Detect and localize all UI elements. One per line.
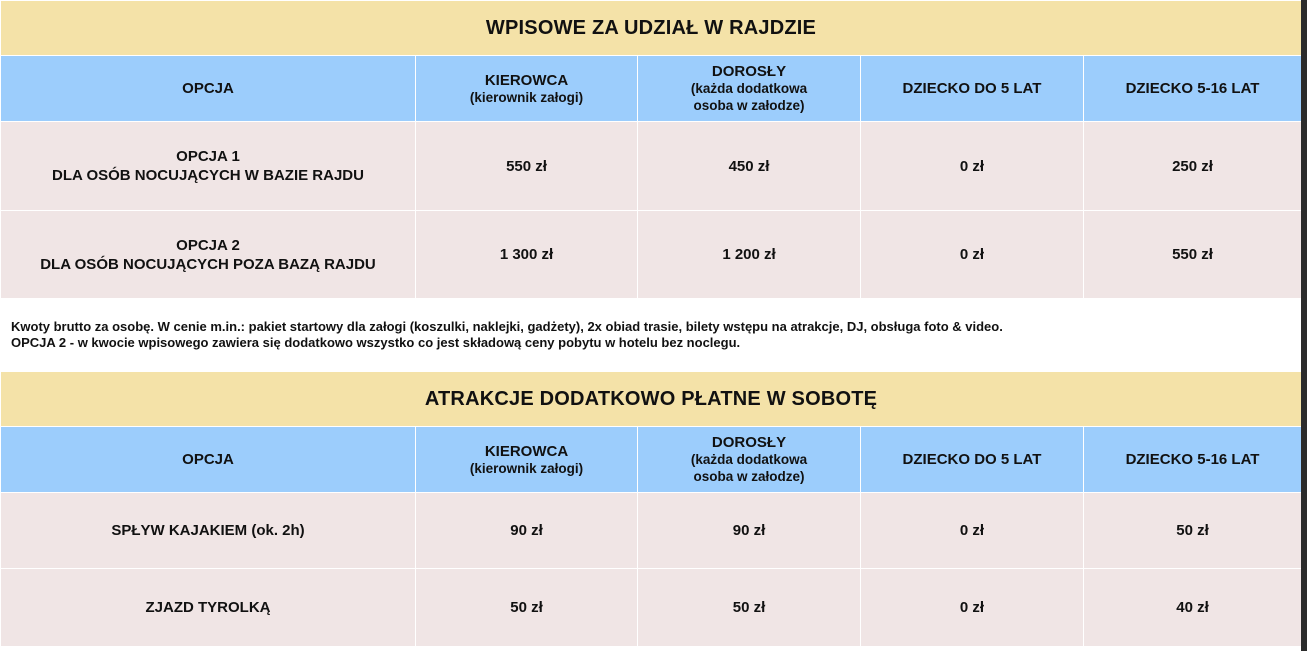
header-dorosly-sub2: osoba w załodze) bbox=[693, 98, 805, 113]
header-kierowca bbox=[416, 427, 638, 493]
price-kierowca: 50 zł bbox=[416, 569, 638, 647]
price-dziecko-5-16: 250 zł bbox=[1084, 122, 1302, 211]
header-kierowca bbox=[416, 56, 638, 122]
header-opcja: OPCJA bbox=[1, 427, 416, 493]
row-label-line2: DLA OSÓB NOCUJĄCYCH POZA BAZĄ RAJDU bbox=[40, 255, 376, 273]
row-label: SPŁYW KAJAKIEM (ok. 2h) bbox=[1, 493, 416, 569]
header-kierowca-sub: (kierownik załogi) bbox=[469, 460, 584, 476]
row-label-line2: DLA OSÓB NOCUJĄCYCH W BAZIE RAJDU bbox=[52, 167, 364, 184]
row-label-line1: OPCJA 2 bbox=[176, 236, 240, 254]
price-dziecko-5-16: 40 zł bbox=[1084, 569, 1302, 647]
price-kierowca: 1 300 zł bbox=[416, 211, 638, 299]
price-dorosly: 90 zł bbox=[638, 493, 861, 569]
header-dorosly-sub1: (każda dodatkowa bbox=[690, 452, 808, 467]
header-dorosly bbox=[638, 427, 861, 493]
price-dziecko-do-5: 0 zł bbox=[861, 122, 1084, 211]
price-dorosly: 450 zł bbox=[638, 122, 861, 211]
table-row bbox=[1, 122, 1302, 211]
header-dziecko-do-5: DZIECKO DO 5 LAT bbox=[861, 56, 1084, 122]
price-dziecko-do-5: 0 zł bbox=[861, 211, 1084, 299]
section-title-fee: WPISOWE ZA UDZIAŁ W RAJDZIE bbox=[1, 1, 1302, 56]
price-dziecko-5-16: 550 zł bbox=[1084, 211, 1302, 299]
header-dorosly-sub1: (każda dodatkowa bbox=[690, 81, 808, 96]
price-kierowca: 90 zł bbox=[416, 493, 638, 569]
row-label bbox=[1, 211, 416, 299]
header-dziecko-5-16: DZIECKO 5-16 LAT bbox=[1084, 56, 1302, 122]
row-label bbox=[1, 122, 416, 211]
table-row bbox=[1, 211, 1302, 299]
price-dorosly: 50 zł bbox=[638, 569, 861, 647]
fee-note bbox=[1, 299, 1302, 372]
price-dziecko-5-16: 50 zł bbox=[1084, 493, 1302, 569]
header-dziecko-5-16: DZIECKO 5-16 LAT bbox=[1084, 427, 1302, 493]
fee-note-line2: OPCJA 2 - w kwocie wpisowego zawiera się dodatkowo wszystko co jest składową ceny pobytu w hotelu bez noclegu. bbox=[11, 335, 741, 350]
row-label-line1: OPCJA 1 bbox=[176, 148, 240, 165]
price-dziecko-do-5: 0 zł bbox=[861, 569, 1084, 647]
table-row bbox=[1, 493, 1302, 569]
row-label: ZJAZD TYROLKĄ bbox=[1, 569, 416, 647]
fee-note-line1: Kwoty brutto za osobę. W cenie m.in.: pakiet startowy dla załogi (koszulki, naklejki, gadżety), 2x obiad trasie, bilety wstępu na atrakcje, DJ, obsługa foto & video. bbox=[11, 319, 1003, 334]
price-dorosly: 1 200 zł bbox=[638, 211, 861, 299]
section-title-attractions: ATRAKCJE DODATKOWO PŁATNE W SOBOTĘ bbox=[1, 372, 1302, 427]
header-kierowca-sub: (kierownik załogi) bbox=[469, 89, 584, 105]
header-dorosly-label: DOROSŁY bbox=[711, 434, 787, 451]
header-dorosly-sub2: osoba w załodze) bbox=[693, 469, 805, 484]
header-dorosly-label: DOROSŁY bbox=[711, 63, 787, 80]
table-row bbox=[1, 569, 1302, 647]
header-kierowca-label: KIEROWCA bbox=[484, 71, 569, 89]
price-dziecko-do-5: 0 zł bbox=[861, 493, 1084, 569]
header-opcja: OPCJA bbox=[1, 56, 416, 122]
price-kierowca: 550 zł bbox=[416, 122, 638, 211]
header-dziecko-do-5: DZIECKO DO 5 LAT bbox=[861, 427, 1084, 493]
window-edge bbox=[1301, 0, 1307, 651]
header-dorosly bbox=[638, 56, 861, 122]
header-kierowca-label: KIEROWCA bbox=[484, 442, 569, 460]
